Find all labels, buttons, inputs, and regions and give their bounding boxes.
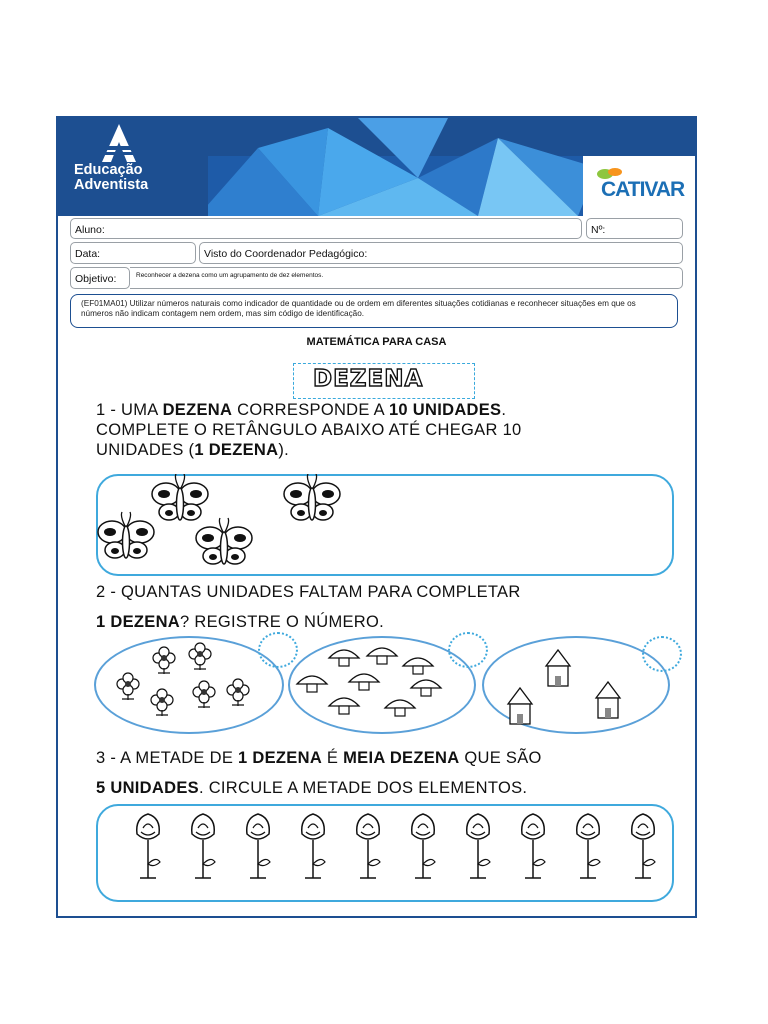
flower-icon (189, 643, 211, 670)
logo-line-2: Adventista (74, 177, 149, 193)
rose-icon (302, 814, 325, 878)
rose-icon (247, 814, 270, 878)
flower-icon (227, 679, 249, 706)
data-field[interactable] (70, 242, 196, 264)
mushroom-icon (349, 674, 379, 690)
question-2-line-1: 2 - QUANTAS UNIDADES FALTAM PARA COMPLETAR (96, 583, 521, 601)
question-2: 2 - QUANTAS UNIDADES FALTAM PARA COMPLETAR 1 DEZENA? REGISTRE O NÚMERO. (96, 583, 521, 631)
visto-field[interactable] (199, 242, 683, 264)
butterflies-illustration (96, 474, 674, 576)
flowers-illustration (94, 636, 284, 734)
answer-circle-3[interactable] (642, 636, 682, 672)
butterfly-icon (284, 474, 340, 520)
mushroom-icon (411, 680, 441, 696)
flower-icon (151, 689, 173, 716)
rose-icon (137, 814, 160, 878)
question-1: 1 - UMA DEZENA CORRESPONDE A 10 UNIDADES. COMPLETE O RETÂNGULO ABAIXO ATÉ CHEGAR 10 UNIDADES (1 DEZENA). (96, 401, 522, 459)
logo-line-1: Educação (74, 162, 143, 178)
bncc-skill-box: (EF01MA01) Utilizar números naturais como indicador de quantidade ou de ordem em diferentes situações cotidianas e reconhecer situações em que os números não indicam contagem nem ordem, mas sim código de identificação. (70, 294, 678, 328)
rose-icon (467, 814, 490, 878)
mushroom-icon (329, 698, 359, 714)
visto-label: Visto do Coordenador Pedagógico: (204, 248, 368, 260)
numero-label: Nº: (591, 224, 606, 236)
question-1-line-2: COMPLETE O RETÂNGULO ABAIXO ATÉ CHEGAR 10 (96, 421, 522, 439)
flower-icon (193, 681, 215, 708)
rose-icon (522, 814, 545, 878)
flower-icon (153, 647, 175, 674)
roses-box[interactable] (96, 804, 674, 902)
rose-icon (357, 814, 380, 878)
mushroom-icon (403, 658, 433, 674)
flowers-circle (94, 636, 284, 734)
rose-icon (412, 814, 435, 878)
butterfly-icon (98, 512, 154, 558)
numero-field[interactable] (586, 218, 683, 239)
logo-text (74, 163, 148, 193)
data-label: Data: (75, 248, 101, 260)
aluno-label: Aluno: (75, 224, 105, 236)
aluno-field[interactable] (70, 218, 582, 239)
butterfly-icon (152, 474, 208, 520)
dezena-title: DEZENA (313, 366, 424, 392)
roses-illustration (96, 804, 674, 902)
butterfly-box[interactable] (96, 474, 674, 576)
subject-title: MATEMÁTICA PARA CASA (306, 336, 447, 348)
mushroom-icon (385, 700, 415, 716)
cativar-logo (583, 156, 695, 216)
flower-icon (117, 673, 139, 700)
objetivo-value: Reconhecer a dezena como um agrupamento de dez elementos. (136, 272, 324, 279)
house-icon (508, 688, 532, 724)
worksheet (56, 116, 697, 918)
question-3: 3 - A METADE DE 1 DEZENA É MEIA DEZENA QUE SÃO 5 UNIDADES. CIRCULE A METADE DOS ELEMENTOS. (96, 749, 542, 797)
rose-icon (632, 814, 655, 878)
cativar-brand-text: CATIVAR (601, 178, 685, 201)
rose-icon (192, 814, 215, 878)
mushroom-icon (367, 648, 397, 664)
mushroom-icon (297, 676, 327, 692)
objetivo-label-field (70, 267, 130, 289)
header-banner (58, 118, 695, 216)
rose-icon (577, 814, 600, 878)
house-icon (546, 650, 570, 686)
objetivo-label: Objetivo: (75, 273, 117, 285)
logo-area (58, 118, 208, 216)
house-icon (596, 682, 620, 718)
header-pattern (198, 118, 598, 216)
butterfly-icon (196, 518, 252, 564)
mushroom-icon (329, 650, 359, 666)
educacao-adventista-logo-icon (102, 124, 136, 162)
